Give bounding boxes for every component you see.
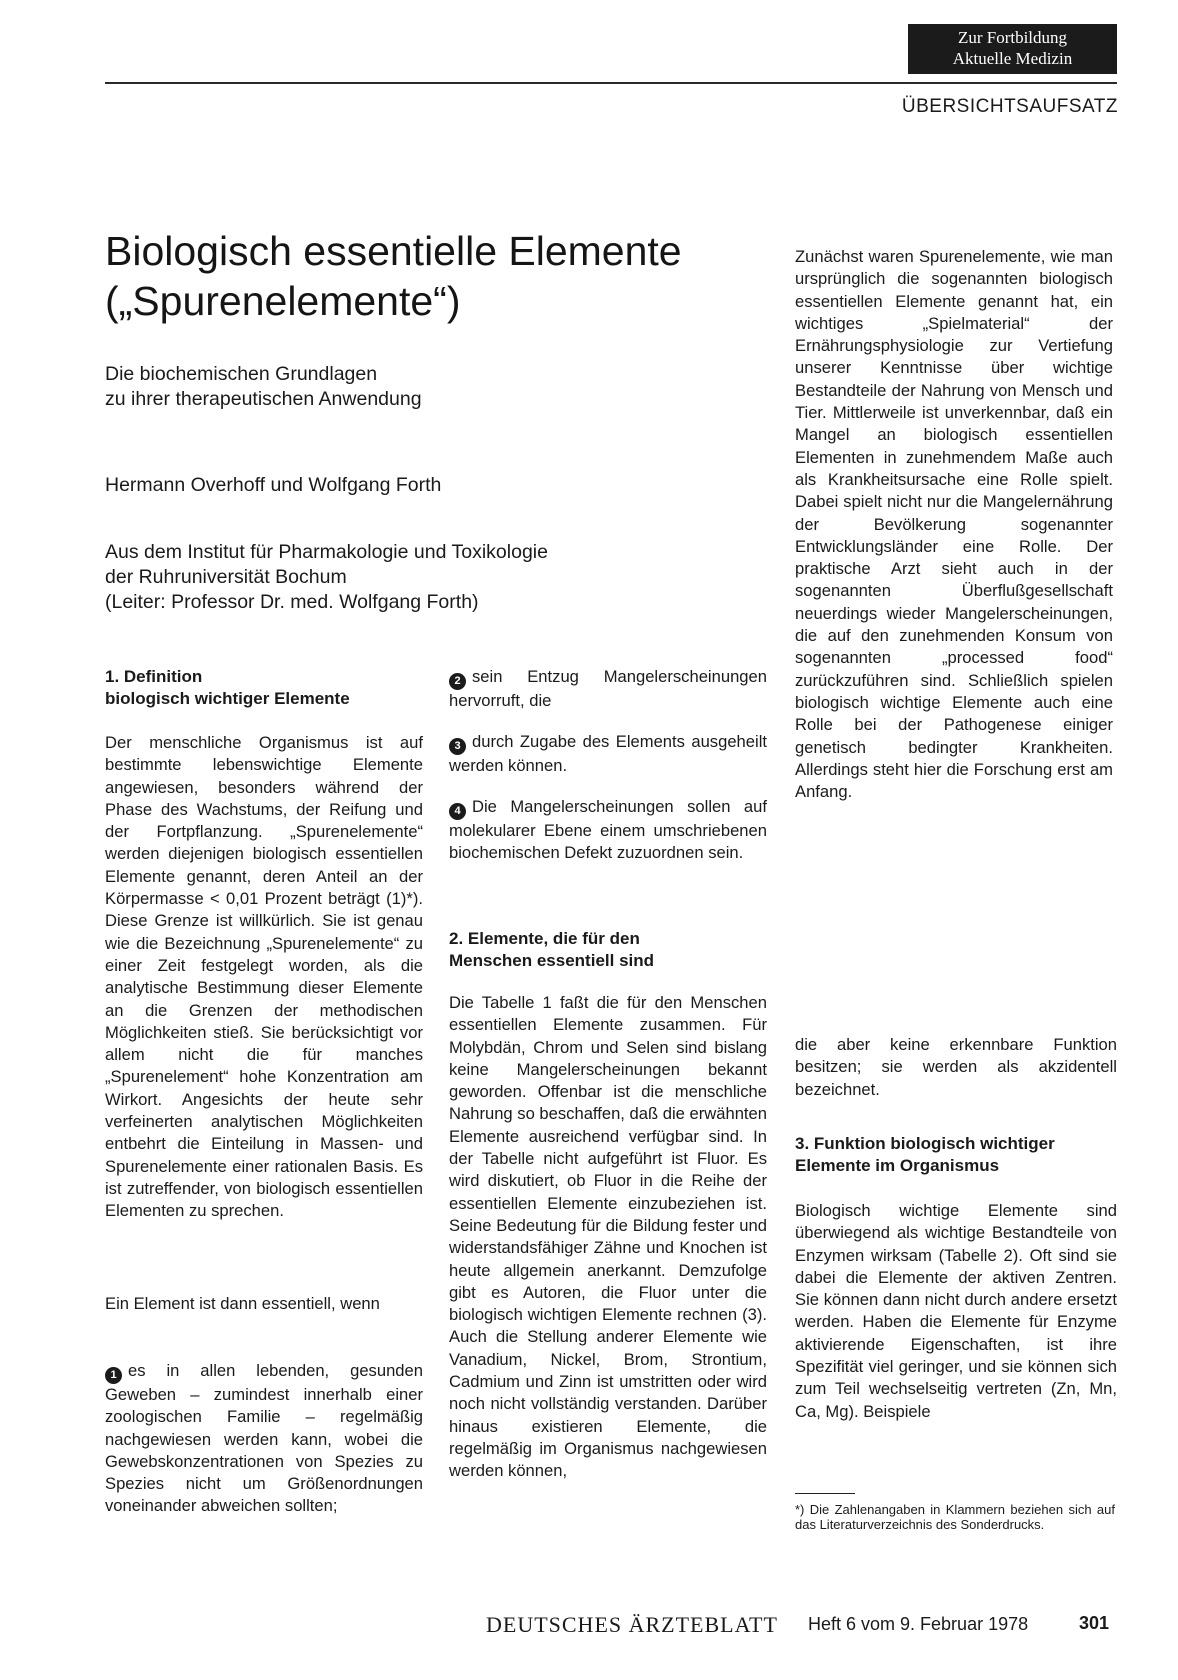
section-3-para-1: [795, 1200, 1117, 1423]
section-2-heading-line-2: Menschen essentiell sind: [449, 951, 655, 970]
criterion-text: sein Entzug Mangelerscheinungen hervorruft, die: [449, 667, 767, 710]
criterion-text: durch Zugabe des Elements ausgeheilt werden können.: [449, 732, 767, 775]
paragraph: Biologisch wichtige Elemente sind überwiegend als wichtige Bestandteile von Enzymen wirksam (Tabelle 2). Oft sind sie dabei die Elemente der aktiven Zentren. Sie können dann nicht durch andere ersetzt werden. Haben die Elemente für Enzyme aktivierende Eigenschaften, ist ihre Spezifität viel geringer, und sie können sich zum Teil wechselseitig vertreten (Zn, Mn, Ca, Mg). Beispiele: [795, 1201, 1117, 1421]
title-line-2: („Spurenelemente“): [105, 278, 461, 324]
criterion-text: Die Mangelerscheinungen sollen auf molekularer Ebene einem umschriebenen biochemischen Defekt zuzuordnen sein.: [449, 797, 767, 863]
section-1-para-1: [105, 732, 423, 1223]
subtitle-line-2: zu ihrer therapeutischen Anwendung: [105, 388, 422, 410]
article-title: [105, 226, 745, 326]
criterion-number-1: 1: [105, 1367, 122, 1384]
criterion-3: [449, 731, 767, 777]
section-2-para-2: [795, 1034, 1117, 1101]
section-3-heading-line-2: Elemente im Organismus: [795, 1156, 1000, 1175]
section-1-heading-line-2: biologisch wichtiger Elemente: [105, 689, 350, 708]
footnote-rule: [795, 1493, 855, 1494]
criterion-4: [449, 796, 767, 865]
section-1-para-2: [105, 1293, 423, 1315]
criterion-1: [105, 1360, 423, 1518]
footnote: *) Die Zahlenangaben in Klammern beziehen sich auf das Literaturverzeichnis des Sonderdrucks.: [795, 1502, 1115, 1532]
badge-line-2: Aktuelle Medizin: [952, 49, 1073, 68]
criterion-number-3: 3: [449, 738, 466, 755]
issue-info: Heft 6 vom 9. Februar 1978: [808, 1614, 1029, 1634]
journal-name: DEUTSCHES ÄRZTEBLATT: [486, 1612, 778, 1637]
section-label: ÜBERSICHTSAUFSATZ: [901, 96, 1118, 117]
affiliation-line-2: der Ruhruniversität Bochum: [105, 566, 347, 588]
criterion-2: [449, 666, 767, 712]
paragraph: Ein Element ist dann essentiell, wenn: [105, 1294, 380, 1313]
authors: Hermann Overhoff und Wolfgang Forth: [105, 474, 442, 496]
section-1-heading-line-1: 1. Definition: [105, 667, 203, 686]
badge-line-1: Zur Fortbildung: [957, 28, 1068, 47]
section-2-heading: [449, 928, 767, 972]
section-3-heading-line-1: 3. Funktion biologisch wichtiger: [795, 1134, 1055, 1153]
category-badge: [908, 24, 1117, 74]
subtitle-line-1: Die biochemischen Grundlagen: [105, 363, 378, 385]
section-1-heading: [105, 666, 423, 710]
affiliation-line-1: Aus dem Institut für Pharmakologie und Toxikologie: [105, 541, 548, 563]
article-subtitle: [105, 362, 705, 412]
title-line-1: Biologisch essentielle Elemente: [105, 228, 682, 274]
affiliation-line-3: (Leiter: Professor Dr. med. Wolfgang Forth): [105, 591, 479, 613]
criterion-number-2: 2: [449, 673, 466, 690]
paragraph: Der menschliche Organismus ist auf bestimmte lebenswichtige Elemente angewiesen, besonders während der Phase des Wachstums, der Reifung und der Fortpflanzung. „Spurenelemente“ werden diejenigen biologisch essentiellen Elemente genannt, deren Anteil an der Körpermasse < 0,01 Prozent beträgt (1)*). Diese Grenze ist willkürlich. Sie ist genau wie die Bezeichnung „Spurenelemente“ zu einer Zeit festgelegt worden, als die analytische Bestimmung dieser Elemente an die Grenzen der methodischen Möglichkeiten stieß. Sie berücksichtigt vor allem nicht die für manches „Spurenelement“ hohe Konzentration am Wirkort. Angesichts der heute sehr verfeinerten analytischen Möglichkeiten entbehrt die Einteilung in Massen- und Spurenelemente einer rationalen Basis. Es ist zutreffender, von biologisch essentiellen Elementen zu sprechen.: [105, 733, 423, 1221]
paragraph: die aber keine erkennbare Funktion besitzen; sie werden als akzidentell bezeichnet.: [795, 1035, 1117, 1099]
section-3-heading: [795, 1133, 1117, 1177]
criterion-text: es in allen lebenden, gesunden Geweben – zumindest innerhalb einer zoologischen Familie – regelmäßig nachgewiesen werden kann, wobei die Gewebskonzentrationen von Spezies zu Spezies nicht um Größenordnungen voneinander abweichen sollten;: [105, 1361, 423, 1516]
criterion-number-4: 4: [449, 803, 466, 820]
affiliation: [105, 540, 745, 615]
paragraph: Die Tabelle 1 faßt die für den Menschen essentiellen Elemente zusammen. Für Molybdän, Chrom und Selen sind bislang keine Mangelerscheinungen bekannt geworden. Offenbar ist die menschliche Nahrung so beschaffen, daß die erwähnten Elemente ausreichend verfügbar sind. In der Tabelle nicht aufgeführt ist Fluor. Es wird diskutiert, ob Fluor in die Reihe der essentiellen Elemente einzubeziehen ist. Seine Bedeutung für die Bildung fester und widerstandsfähiger Zähne und Knochen ist heute allgemein anerkannt. Demzufolge gibt es Autoren, die Fluor unter die biologisch wichtigen Elemente rechnen (3). Auch die Stellung anderer Elemente wie Vanadium, Nickel, Brom, Strontium, Cadmium und Zinn ist umstritten oder wird noch nicht vollständig verstanden. Darüber hinaus existieren Elemente, die regelmäßig im Organismus nachgewiesen werden können,: [449, 993, 767, 1481]
section-2-para-1: [449, 992, 767, 1483]
page-number: 301: [1079, 1613, 1110, 1633]
intro-column: [795, 246, 1113, 803]
intro-paragraph: Zunächst waren Spurenelemente, wie man ursprünglich die sogenannten biologisch essentiellen Elemente genannt hat, ein wichtiges „Spielmaterial“ der Ernährungsphysiologie zur Vertiefung unserer Kenntnisse über wichtige Bestandteile der Nahrung von Mensch und Tier. Mittlerweile ist unverkennbar, daß ein Mangel an biologisch essentiellen Elementen in zunehmendem Maße auch als Krankheitsursache eine Rolle spielt. Dabei spielt nicht nur die Mangelernährung der Bevölkerung sogenannter Entwicklungsländer eine Rolle. Der praktische Arzt sieht auch in der sogenannten Überflußgesellschaft neuerdings wieder Mangelerscheinungen, die auf den zunehmenden Konsum von sogenannten „processed food“ zurückzuführen sind. Schließlich spielen biologisch wichtige Elemente auch eine Rolle bei der Pathogenese einiger genetisch bedingter Krankheiten. Allerdings steht hier die Forschung erst am Anfang.: [795, 247, 1113, 802]
section-2-heading-line-1: 2. Elemente, die für den: [449, 929, 640, 948]
header-rule: [105, 82, 1117, 84]
